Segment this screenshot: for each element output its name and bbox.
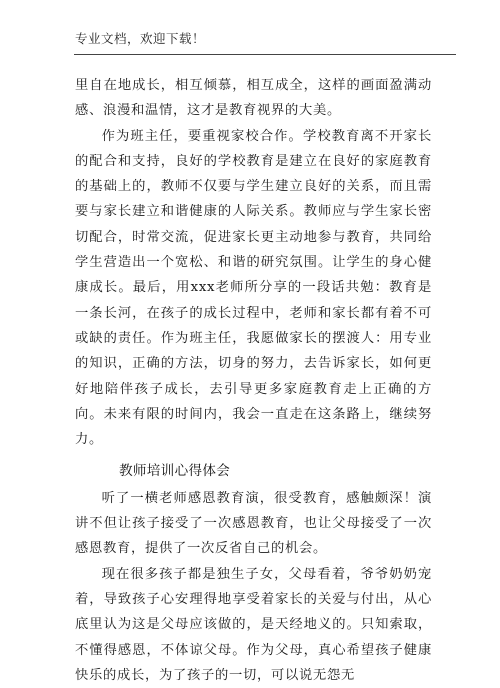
header-divider bbox=[74, 54, 456, 55]
document-body bbox=[75, 73, 432, 688]
paragraph-gratitude-lecture: 听了一横老师感恩教育演，很受教育，感触颇深！演讲不但让孩子接受了一次感恩教育，也让父母接受了一次感恩教育，提供了一次反省自己的机会。 bbox=[75, 490, 432, 557]
page-header-text: 专业文档，欢迎下载！ bbox=[75, 31, 206, 46]
paragraph-home-school-cooperation: 作为班主任，要重视家校合作。学校教育离不开家长的配合和支持，良好的学校教育是建立在良好的家庭教育的基础上的，教师不仅要与学生建立良好的关系，而且需要与家长建立和谐健康的人际关系。教师应与学生家长密切配合，时常交流，促进家长更主动地参与教育，共同给学生营造出一个宽松、和谐的研究氛围。让学生的身心健康成长。最后，用xxx老师所分享的一段话共勉：教育是一条长河，在孩子的成长过程中，老师和家长都有着不可或缺的责任。作为班主任，我愿做家长的摆渡人：用专业的知识，正确的方法，切身的努力，去告诉家长，如何更好地陪伴孩子成长，去引导更多家庭教育走上正确的方向。未来有限的时间内，我会一直走在这条路上，继续努力。 bbox=[75, 128, 432, 448]
section-heading: 教师培训心得体会 bbox=[119, 463, 231, 480]
paragraph-only-children: 现在很多孩子都是独生子女，父母看着，爷爷奶奶宠着，导致孩子心安理得地享受着家长的关爱与付出，从心底里认为这是父母应该做的，是天经地义的。只知索取，不懂得感恩，不体谅父母。作为父母，真心希望孩子健康快乐的成长，为了孩子的一切，可以说无怨无 bbox=[75, 566, 432, 683]
paragraph-continued: 里自在地成长，相互倾慕，相互成全，这样的画面盈满动感、浪漫和温情，这才是教育视界的大美。 bbox=[75, 78, 432, 119]
